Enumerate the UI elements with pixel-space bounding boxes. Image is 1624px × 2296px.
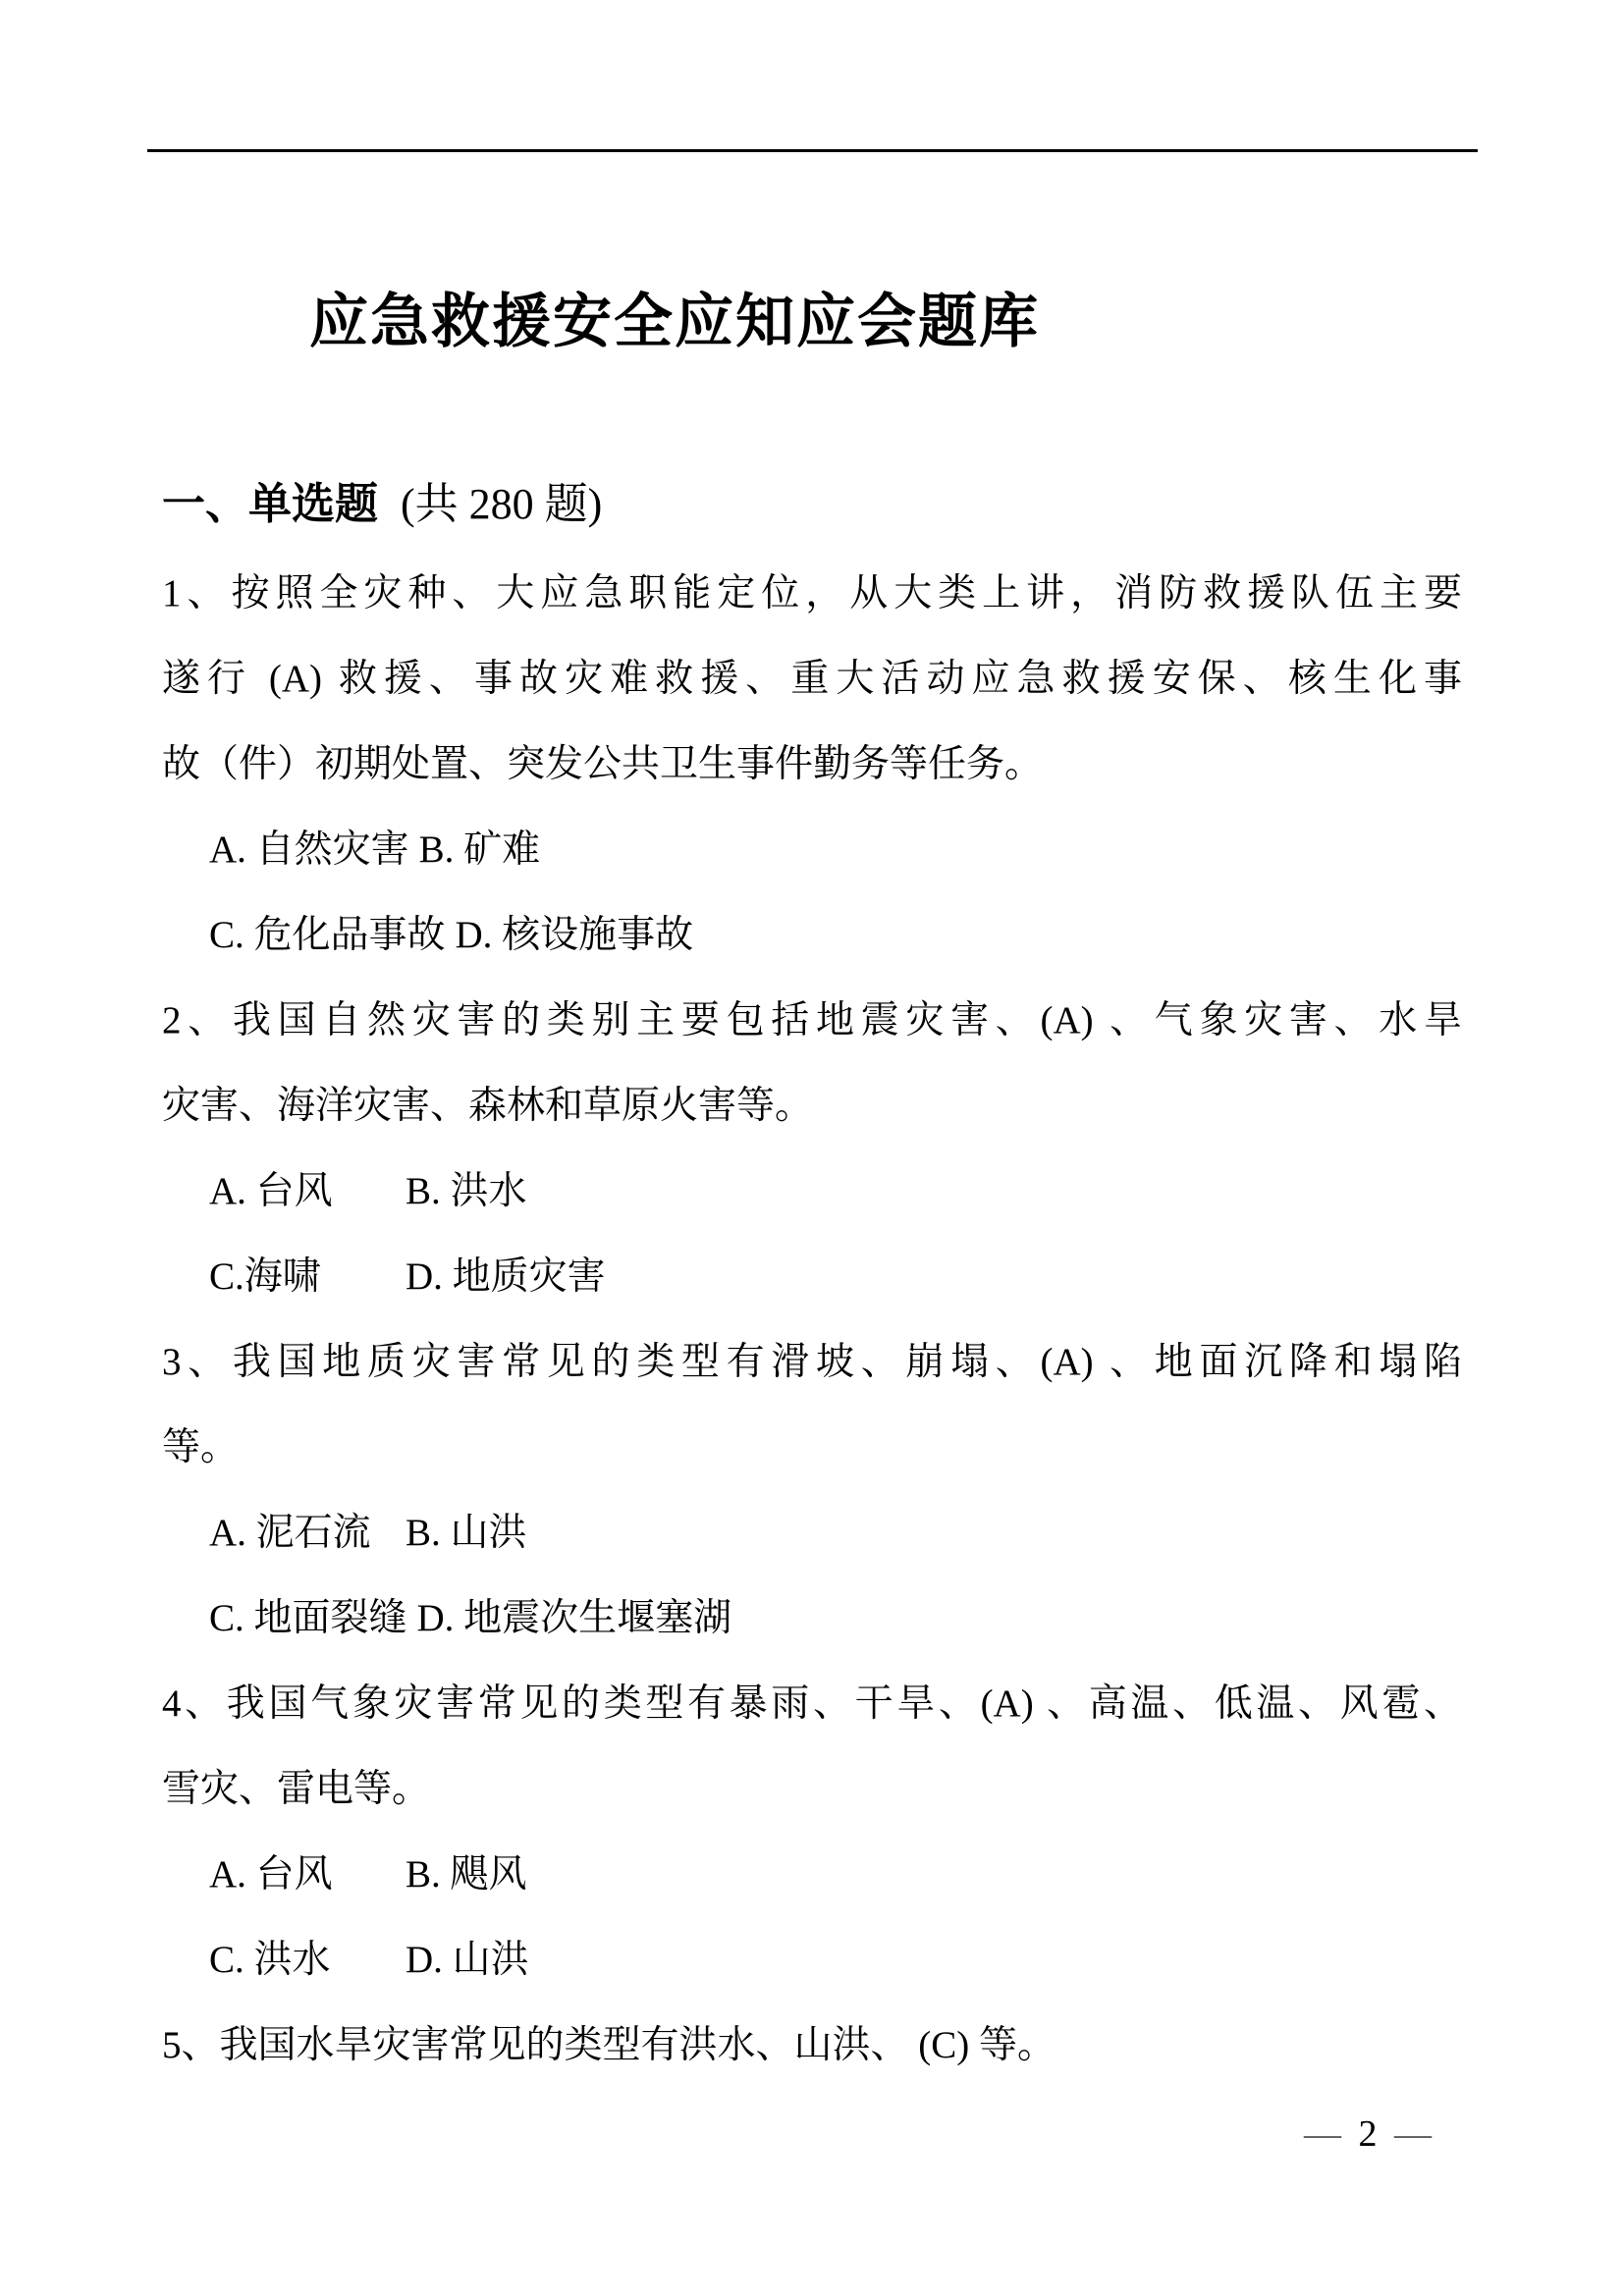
question-1-line: 故（件）初期处置、突发公共卫生事件勤务等任务。 xyxy=(162,743,1044,785)
question-4-options-row xyxy=(162,1917,1462,2002)
option-label: C. 危化品事故 xyxy=(209,914,446,956)
page-number: 2 xyxy=(1358,2113,1378,2155)
option-label: C. 洪水 xyxy=(209,1939,331,1981)
option-label: D. 核设施事故 xyxy=(455,914,694,956)
question-1-line: 1、按照全灾种、大应急职能定位，从大类上讲，消防救援队伍主要 xyxy=(162,572,1462,614)
question-2-options-row xyxy=(162,1148,1462,1234)
option-label: A. 泥石流 xyxy=(209,1512,371,1554)
question-3-line: 等。 xyxy=(162,1426,240,1468)
option-label: D. 地震次生堰塞湖 xyxy=(416,1597,732,1639)
question-1-options-row xyxy=(162,892,1462,978)
question-list xyxy=(162,551,1462,2088)
question-1-line: 遂行 (A) 救援、事故灾难救援、重大活动应急救援安保、核生化事 xyxy=(162,658,1462,700)
option-label: C.海啸 xyxy=(209,1255,321,1298)
question-2-line: 灾害、海洋灾害、森林和草原火害等。 xyxy=(162,1085,814,1127)
option-label: A. 台风 xyxy=(209,1170,333,1212)
section-heading-count: (共 280 题) xyxy=(401,480,603,528)
question-1-options-row xyxy=(162,807,1462,892)
footer-dash-right: — xyxy=(1394,2113,1432,2155)
option-label: C. 地面裂缝 xyxy=(209,1597,407,1639)
question-2-options-row xyxy=(162,1234,1462,1319)
page-footer xyxy=(1304,2112,1432,2156)
option-label: A. 台风 xyxy=(209,1853,333,1896)
option-label: B. 山洪 xyxy=(406,1512,527,1554)
section-heading-label: 一、单选题 xyxy=(162,480,378,528)
option-label: B. 矿难 xyxy=(418,828,541,871)
option-label: B. 飓风 xyxy=(406,1853,527,1896)
header-rule xyxy=(147,149,1478,152)
question-4-line: 4、我国气象灾害常见的类型有暴雨、干旱、(A) 、高温、低温、风雹、 xyxy=(162,1682,1462,1725)
footer-dash-left: — xyxy=(1304,2113,1341,2155)
question-3-line: 3、我国地质灾害常见的类型有滑坡、崩塌、(A) 、地面沉降和塌陷 xyxy=(162,1341,1462,1383)
question-4-options-row xyxy=(162,1832,1462,1917)
question-4-line: 雪灾、雷电等。 xyxy=(162,1768,431,1810)
question-3-options-row xyxy=(162,1490,1462,1575)
section-heading xyxy=(162,480,602,529)
question-2-line: 2、我国自然灾害的类别主要包括地震灾害、(A) 、气象灾害、水旱 xyxy=(162,999,1462,1041)
option-label: B. 洪水 xyxy=(406,1170,527,1212)
option-label: D. 地质灾害 xyxy=(406,1255,606,1298)
option-label: D. 山洪 xyxy=(406,1939,529,1981)
option-label: A. 自然灾害 xyxy=(209,828,409,871)
question-5-line: 5、我国水旱灾害常见的类型有洪水、山洪、 (C) 等。 xyxy=(162,2024,1056,2066)
question-3-options-row xyxy=(162,1575,1462,1661)
page-title: 应急救援安全应知应会题库 xyxy=(309,289,1040,354)
